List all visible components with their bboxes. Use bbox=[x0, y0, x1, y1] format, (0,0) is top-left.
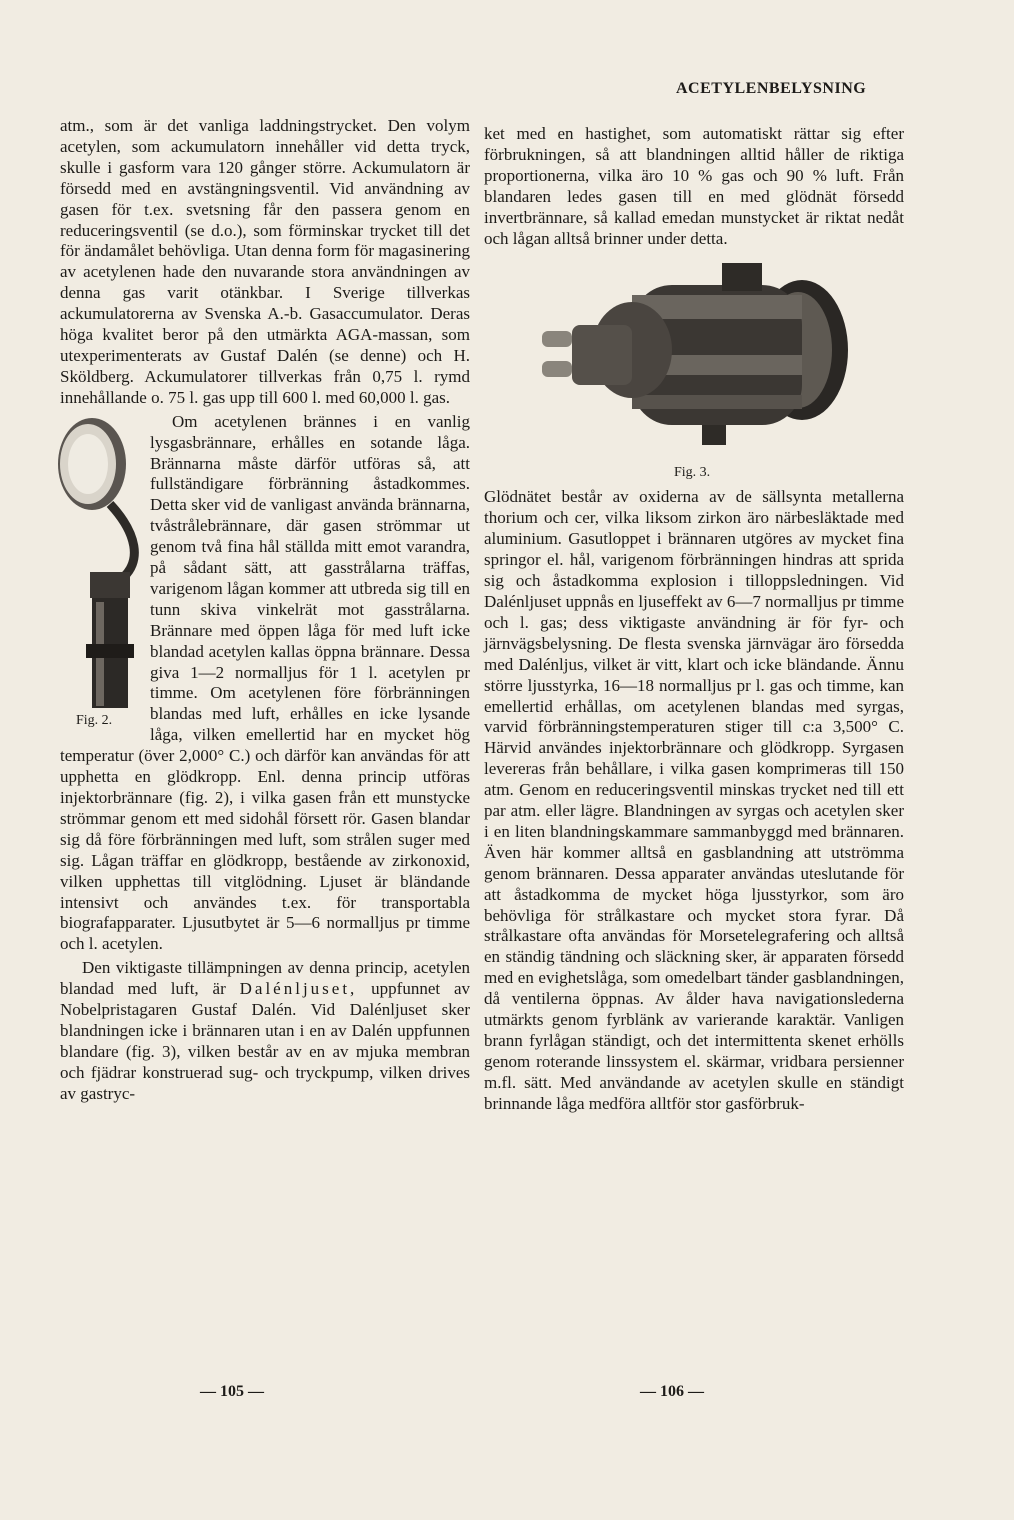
right-column bbox=[484, 124, 904, 1115]
left-column bbox=[60, 116, 470, 1105]
left-paragraph-2: Fig. 2. Om acetylenen brännes i en vanlig lysgasbrännare, erhålles en sotande låga. Brännarna måste därför utföras så, att fullständigare förbränning åstadkommes. Detta sker vid de vanligast använda brännarna, tvåstrålebrännare, där gasen strömmar ut genom två fina hål ställda mitt emot varandra, på sådant sätt, att gasstrålarna träffas, varigenom lågan kommer att utbreda sig till en tunn skiva vinkelrät mot gasstrålarna. Brännare med öppen låga för med luft icke blandad acetylen kallas öppna brännare. Dessa giva 1—2 normalljus för 1 l. acetylen pr timme. Om acetylenen före förbränningen blandas med luft, erhålles en icke lysande låga, vilken emellertid har en mycket hög temperatur (över 2,000° C.) och därför kan användas för att upphetta en glödkropp. Enl. denna princip utföras injektorbrännare (fig. 2), i vilka gasen från ett munstycke strömmar genom ett med sidohål försett rör. Gasen blandar sig då före förbränningen med luft, som strålen suger med sig. Lågan träffar en glödkropp, bestående av zirkonoxid, vilken upphettas till vitglödning. Ljuset är bländande intensivt och användes t.ex. för transportabla biografapparater. Ljusutbytet är 5—6 normalljus pr timme och l. acetylen. bbox=[60, 412, 470, 956]
injector-burner-illustration bbox=[48, 412, 144, 712]
figure-2 bbox=[60, 412, 144, 732]
page-number-left: — 105 — bbox=[200, 1383, 264, 1400]
dalen-mixer-illustration bbox=[522, 255, 862, 455]
right-paragraph-1: ket med en hastighet, som automatiskt rättar sig efter förbrukningen, så att blandningen alltid håller de riktiga proportionerna, vilka äro 10 % gas och 90 % luft. Från blandaren ledes gasen till en med glödnät försedd invertbrännare, så kallad emedan munstycket är riktat nedåt och lågan alltså brinner under detta. bbox=[484, 124, 904, 248]
figure-3-caption: Fig. 3. bbox=[674, 464, 711, 480]
left-paragraph-1: atm., som är det vanliga laddningstrycket. Den volym acetylen, som ackumulatorn innehåller vid detta tryck, skulle i gasform vara 120 gånger större. Ackumulatorn är försedd med en avstängningsventil. Vid användning av gasen för t.ex. svetsning får den passera genom en reduceringsventil (se d.o.), som förminskar trycket till det för ändamålet behövliga. Utan denna form för magasinering av acetylenen hade den nuvarande stora användningen av denna gas varit otänkbar. I Sverige tillverkas ackumulatorerna av Svenska A.-b. Gasaccumulator. Deras höga kvalitet beror på den utmärkta AGA-massan, som utexperimenterats av Gustaf Dalén (se denne) och H. Sköldberg. Ackumulatorer tillverkas från 0,75 l. rymd innehållande o. 75 l. gas upp till 600 l. med 60,000 l. gas. bbox=[60, 116, 470, 407]
running-header: ACETYLENBELYSNING bbox=[676, 80, 867, 97]
page-number-right: — 106 — bbox=[640, 1383, 704, 1400]
right-paragraph-2: Glödnätet består av oxiderna av de sällsynta metallerna thorium och cer, vilka liksom zirkon äro närbesläktade med aluminium. Gasutloppet i brännaren utgöres av mycket fina springor el. hål, varigenom förbränningen hindras att sprida sig och åstadkomma explosion i tilloppsledningen. Vid Dalénljuset uppnås en ljuseffekt av 6—7 normalljus pr timme och l. gas; dess viktigaste användning är för fyr- och järnvägsbelysning. De flesta svenska järnvägar äro försedda med Dalénljus, vilket är vitt, klart och icke bländande. Ännu större ljusstyrka, 16—18 normalljus pr l. gas och timme, kan emellertid erhållas, om acetylenen blandas med syrgas, varvid förbränningstemperaturen stiger till c:a 3,500° C. Härvid användes injektorbrännare och glödkropp. Syrgasen levereras från behållare, i vilka gasen komprimeras till 150 atm. Genom en reduceringsventil minskas trycket ned till ett par atm. eller lägre. Blandningen av syrgas och acetylen sker i en liten blandningskammare sammanbyggd med brännaren. Även här kommer alltså en gasblandning att utströmma genom brännaren. Dessa apparater användas uteslutande för att åstadkomma de mycket höga ljusstyrkor, som äro behövliga för strålkastare och mycket stora fyrar. Då strålkastare ofta användas för Morsetelegrafering och alltså en ständig tändning och släckning sker, är apparaten försedd med en evighetslåga, som omedelbart tänder gasblandningen, då ventilerna öppnas. Av ålder hava navigationslederna utmärkts genom fyrblänk av varierande karaktär. Vanligen brann fyrlågan ständigt, och det intermittenta skenet erhölls genom roterande linssystem el. skärmar, vridbara persienner m.fl. sätt. Med användande av acetylen skulle en ständigt brinnande låga medföra alltför stor gasförbruk- bbox=[484, 487, 904, 1113]
figure-2-caption: Fig. 2. bbox=[76, 712, 113, 728]
figure-3 bbox=[484, 255, 904, 483]
left-paragraph-3: Den viktigaste tillämpningen av denna princip, acetylen blandad med luft, är Dalénljuset, uppfunnet av Nobelpristagaren Gustaf Dalén. Vid Dalénljuset sker blandningen icke i brännaren utan i en av Dalén uppfunnen blandare (fig. 3), vilken består av en av mjuka membran och fjädrar konstruerad sug- och tryckpump, vilken drives av gastryc- bbox=[60, 958, 471, 1103]
daleenljuset-term: Dalénljuset, bbox=[239, 979, 358, 999]
